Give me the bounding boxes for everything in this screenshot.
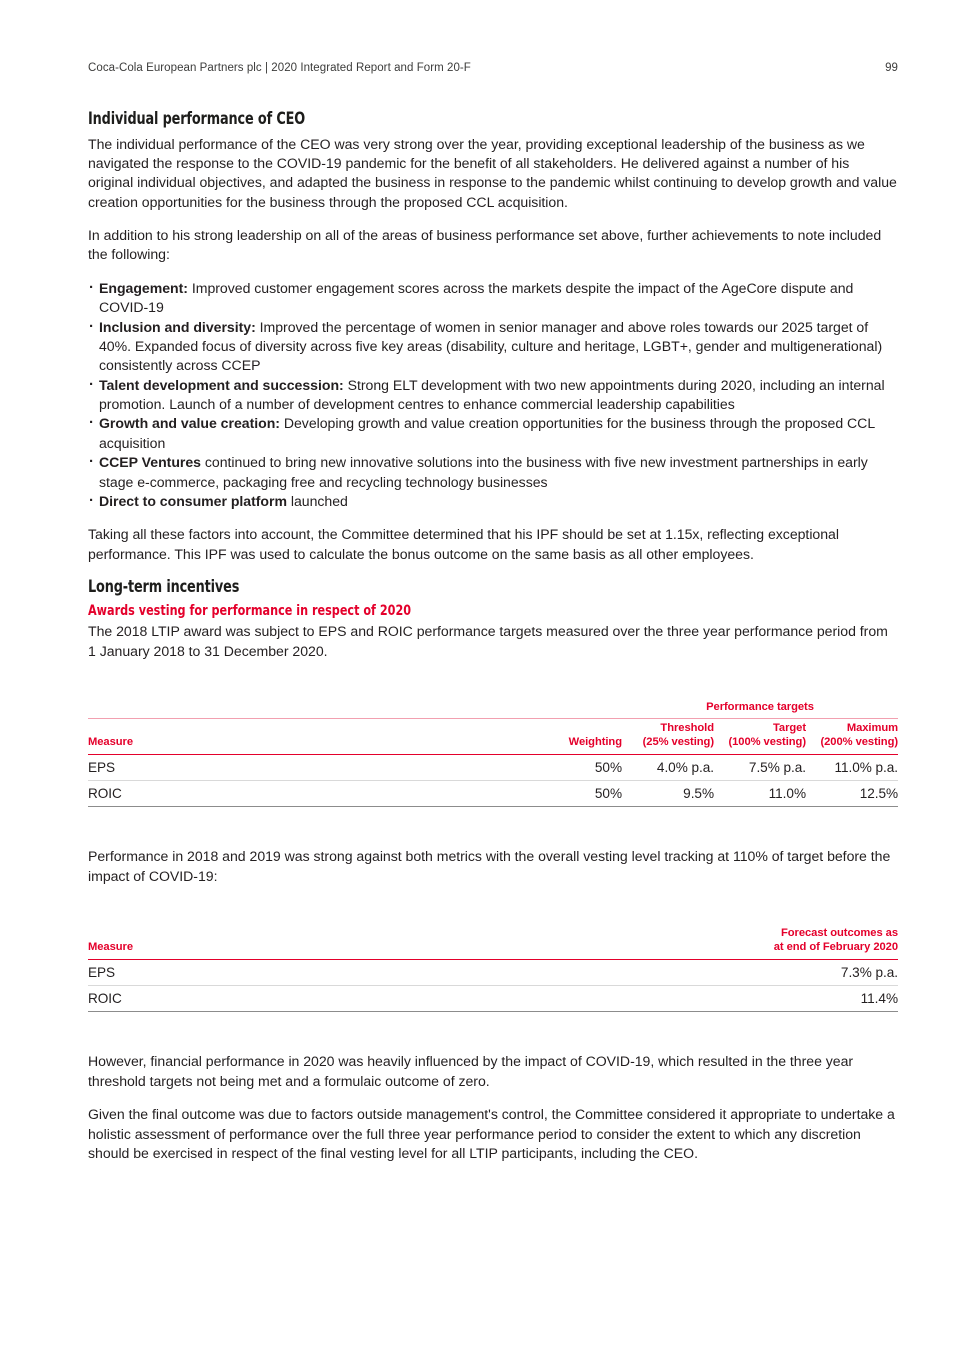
bullet-lead: Talent development and succession:: [99, 376, 344, 393]
page-content: [88, 62, 898, 1163]
bullet-text: continued to bring new innovative solutions into the business with five new investment partnerships in early stage e-commerce, packaging free and recycling technology businesses: [99, 454, 868, 490]
bullet-text: Developing growth and value creation opportunities for the business through the proposed CCL acquisition: [99, 415, 875, 451]
column-header-maximum: [806, 719, 898, 755]
paragraph-long-term-incentives-3: However, financial performance in 2020 was heavily influenced by the impact of COVID-19, which resulted in the three year threshold targets not being met and a formulaic outcome of zero.: [88, 1053, 854, 1089]
table-row: [88, 755, 898, 781]
achievements-bullet-list: [88, 279, 898, 512]
performance-targets-table: [88, 701, 898, 807]
cell-measure: EPS: [88, 755, 530, 781]
column-header-line2: at end of February 2020: [773, 940, 898, 953]
bullet-text: Strong ELT development with two new appointments during 2020, including an internal promotion. Launch of a number of development centres to enhance commercial leadership capabilities: [99, 376, 885, 413]
column-header-target: [714, 719, 806, 755]
column-header-line2: Measure: [88, 940, 134, 953]
column-header-forecast-outcomes: [688, 924, 898, 960]
table-span-header-row: [88, 701, 898, 716]
cell-maximum: 11.0% p.a.: [806, 755, 898, 781]
paragraph-individual-performance-3: Taking all these factors into account, the Committee determined that his IPF should be set at 1.15x, reflecting exceptional performance. This IPF was used to calculate the bonus outcome on the same basis as all other employees.: [88, 526, 839, 562]
table-spacer-top-2: [88, 898, 898, 924]
column-header-line2: (200% vesting): [820, 735, 899, 748]
performance-targets-span-header: Performance targets: [706, 701, 814, 714]
table-spacer-top: [88, 675, 898, 701]
column-header-measure: [88, 924, 688, 960]
paragraph-individual-performance-2: In addition to his strong leadership on all of the areas of business performance set above, further achievements to note included the following:: [88, 227, 882, 263]
list-item: [88, 492, 898, 511]
table-spacer-bottom-2: [88, 1012, 898, 1052]
bullet-text: Improved customer engagement scores across the markets despite the impact of the AgeCore dispute and COVID-19: [99, 279, 854, 316]
span-header-spacer: [88, 701, 530, 716]
section-heading-individual-performance: Individual performance of CEO: [88, 109, 306, 129]
cell-target: 7.5% p.a.: [714, 755, 806, 781]
paragraph-long-term-incentives-4: Given the final outcome was due to factors outside management's control, the Committee considered it appropriate to undertake a holistic assessment of performance over the full three year performance period to consider the extent to which any discretion should be exercised in respect of the final vesting level for all LTIP participants, including the CEO.: [88, 1106, 895, 1161]
table-row: [88, 960, 898, 986]
section-heading-long-term-incentives: Long-term incentives: [88, 577, 240, 598]
column-header-line1: Maximum: [846, 722, 899, 735]
paragraph-long-term-incentives-2: Performance in 2018 and 2019 was strong against both metrics with the overall vesting level tracking at 110% of target before the impact of COVID-19:: [88, 848, 891, 884]
forecast-outcomes-table: [88, 924, 898, 1012]
list-item: [88, 453, 898, 492]
cell-outcome: 7.3% p.a.: [688, 960, 898, 986]
bullet-lead: Engagement:: [99, 279, 188, 296]
table-header-row: [88, 719, 898, 755]
column-header-threshold: [622, 719, 714, 755]
table-header-row: [88, 924, 898, 960]
bullet-text: Improved the percentage of women in senior manager and above roles towards our 2025 target of 40%. Expanded focus of diversity across five key areas (disability, culture and heritage, LGBT+, gender and multigenerational) consistently across CCEP: [99, 318, 883, 374]
cell-maximum: 12.5%: [806, 781, 898, 807]
cell-threshold: 9.5%: [622, 781, 714, 807]
bullet-lead: Inclusion and diversity:: [99, 318, 256, 335]
paragraph-long-term-incentives-1: The 2018 LTIP award was subject to EPS and ROIC performance targets measured over the three year performance period from 1 January 2018 to 31 December 2020.: [88, 623, 888, 659]
list-item: [88, 279, 898, 318]
column-header-line1: Target: [772, 722, 806, 735]
cell-threshold: 4.0% p.a.: [622, 755, 714, 781]
column-header-line1: Threshold: [660, 722, 714, 735]
column-header-line2: (100% vesting): [728, 735, 806, 748]
cell-outcome: 11.4%: [688, 986, 898, 1012]
column-header-line2: (25% vesting): [642, 735, 714, 748]
span-header-spacer: [530, 701, 622, 716]
column-header-measure: Measure: [88, 719, 530, 755]
running-header: [88, 62, 898, 74]
running-header-title: Coca-Cola European Partners plc | 2020 Integrated Report and Form 20-F: [88, 62, 471, 74]
table-spacer-bottom: [88, 807, 898, 847]
table-row: [88, 986, 898, 1012]
cell-target: 11.0%: [714, 781, 806, 807]
list-item: [88, 318, 898, 376]
cell-weighting: 50%: [530, 755, 622, 781]
page-number: 99: [885, 62, 898, 74]
bullet-lead: Growth and value creation:: [99, 415, 280, 432]
cell-measure: ROIC: [88, 986, 688, 1012]
cell-measure: EPS: [88, 960, 688, 986]
cell-weighting: 50%: [530, 781, 622, 807]
cell-measure: ROIC: [88, 781, 530, 807]
column-header-line2: Weighting: [568, 735, 622, 748]
column-header-line1: Forecast outcomes as: [780, 927, 898, 940]
table-row: [88, 781, 898, 807]
bullet-text: launched: [286, 492, 348, 509]
sub-heading-awards-vesting: Awards vesting for performance in respect of 2020: [88, 602, 412, 619]
paragraph-individual-performance-1: The individual performance of the CEO was very strong over the year, providing exceptional leadership of the business as we navigated the response to the COVID-19 pandemic for the benefit of all stakeholders. He delivered against a number of his original individual objectives, and adapted the business in response to the pandemic whilst continuing to develop growth and value creation opportunities for the business through the proposed CCL acquisition.: [88, 135, 897, 210]
column-header-weighting: [530, 719, 622, 755]
bullet-lead: Direct to consumer platform: [99, 492, 287, 509]
list-item: [88, 414, 898, 453]
bullet-lead: CCEP Ventures: [99, 454, 201, 471]
list-item: [88, 376, 898, 415]
